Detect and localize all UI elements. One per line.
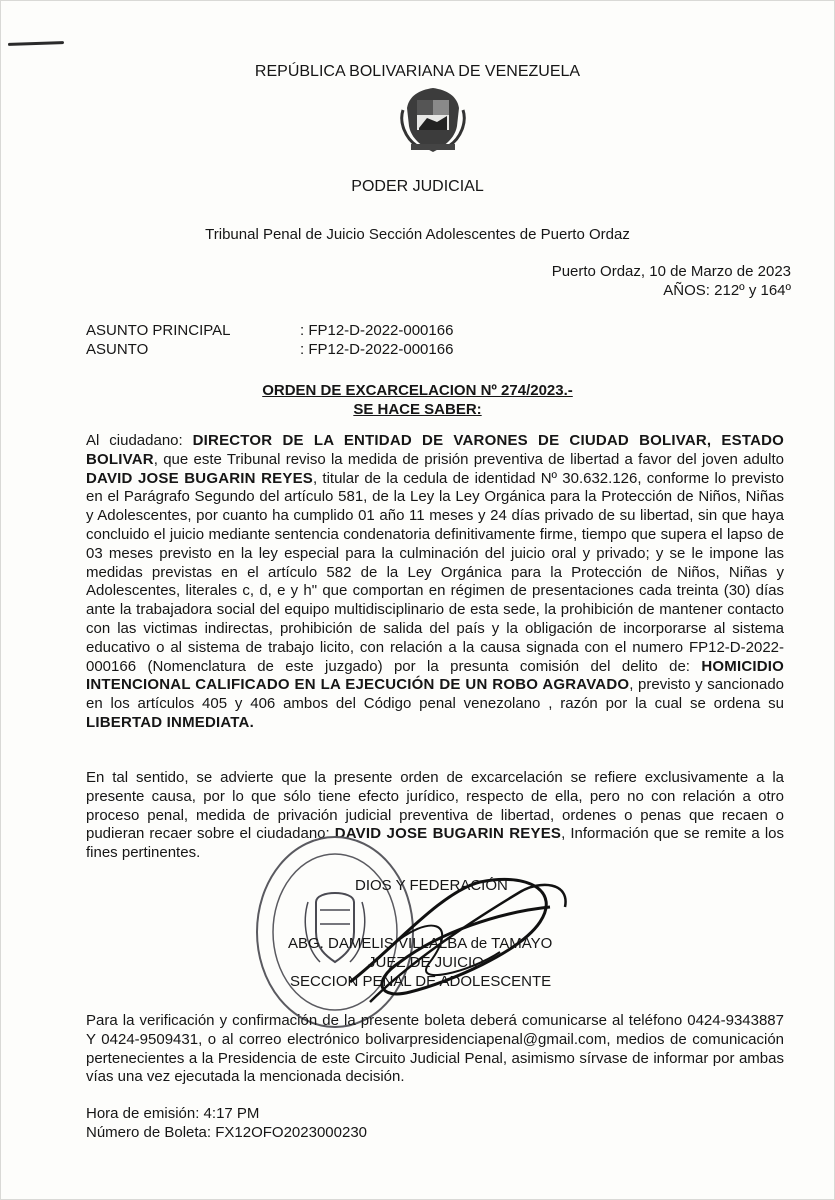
subject-row (86, 340, 453, 359)
date-line: Puerto Ordaz, 10 de Marzo de 2023 (551, 263, 791, 280)
emission-time: Hora de emisión: 4:17 PM (86, 1105, 260, 1122)
order-number: ORDEN DE EXCARCELACION Nº 274/2023.- (262, 382, 573, 399)
section-name: SECCION PENAL DE ADOLESCENTE (290, 973, 552, 990)
ticket-number: Número de Boleta: FX12OFO2023000230 (86, 1124, 368, 1141)
motto: DIOS Y FEDERACIÓN (355, 877, 508, 894)
judicial-heading: PODER JUDICIAL (351, 178, 484, 195)
republic-heading: REPÚBLICA BOLIVARIANA DE VENEZUELA (254, 63, 581, 80)
pen-mark (8, 41, 64, 46)
text-run: , que este Tribunal reviso la medida de prisión preventiva de libertad a favor del joven adulto (153, 450, 784, 468)
coat-of-arms-icon (397, 86, 469, 156)
subject-value: : FP12-D-2022-000166 (300, 322, 454, 339)
person-name: DAVID JOSE BUGARIN REYES (86, 469, 313, 487)
person-name: DAVID JOSE BUGARIN REYES (334, 825, 562, 843)
judge-role: JUEZ DE JUICIO (368, 954, 484, 971)
text-run: , Información que se remite a los fines pertinentes. (86, 825, 784, 862)
verification-note: Para la verificación y confirmación de la presente boleta deberá comunicarse al teléfono 0424-9343887 Y 0424-9509431, o al correo electrónico bolivarpresidenciapenal@gmail.com, medios de comunicación pertenecientes a la Presidencia de este Circuito Judicial Penal, asimismo sírvase de informar por ambas vías una vez ejecutada la mencionada decisión. (86, 1012, 784, 1086)
text-run: En tal sentido, se advierte que la presente orden de excarcelación se refiere exclusivamente a la presente causa, por lo que sólo tiene efecto jurídico, respecto de ella, pero no con relación a otro proceso penal, medida de privación judicial preventiva de libertad, ordenes o penas que recaen o pudieran recaer sobre el ciudadano: (86, 769, 784, 843)
judge-name: ABG. DAMELIS VILLALBA de TAMAYO (288, 935, 553, 952)
text-run: Al ciudadano: (86, 432, 193, 449)
tribunal-heading: Tribunal Penal de Juicio Sección Adolescentes de Puerto Ordaz (205, 226, 630, 243)
order-subtitle: SE HACE SABER: (353, 401, 482, 418)
body-paragraph (86, 769, 784, 863)
release-order: LIBERTAD INMEDIATA. (86, 713, 254, 731)
subject-row (86, 321, 453, 340)
crime-name: HOMICIDIO INTENCIONAL CALIFICADO EN LA EJECUCIÓN DE UN ROBO AGRAVADO (86, 657, 784, 694)
recipient-name: DIRECTOR DE LA ENTIDAD DE VARONES DE CIUDAD BOLIVAR, ESTADO BOLIVAR (86, 432, 784, 468)
subject-value: : FP12-D-2022-000166 (300, 341, 454, 358)
subject-label: ASUNTO PRINCIPAL (86, 322, 231, 339)
years-line: AÑOS: 212º y 164º (663, 282, 791, 299)
text-run: , titular de la cedula de identidad Nº 30.632.126, conforme lo previsto en el Parágrafo Segundo del artículo 581, de la Ley la Ley Orgánica para la Protección de Niños, Niñas y Adolescentes, por cuanto ha cumplido 01 año 11 meses y 24 días privado de su libertad, sin que haya concluido el juicio mediante sentencia condenatoria definitivamente firme, tiempo que supera el lapso de 03 meses previsto en la ley especial para la culminación del juicio oral y privado; y se le impone las medidas previstas en el artículo 582 de la Ley Orgánica para la Protección de Niños, Niñas y Adolescentes, literales c, d, e y h" que comportan en régimen de presentaciones cada treinta (30) días ante la trabajadora social del equipo multidisciplinario de esta sede, la prohibición de mantener contacto con las victimas indirectas, prohibición de salida del país y la obligación de incorporarse al sistema educativo o al sistema de trabajo licito, con relación a la causa signada con el numero FP12-D-2022-000166 (Nomenclatura de este juzgado) por la presunta comisión del delito de: (86, 469, 784, 675)
body-paragraph (86, 432, 784, 733)
order-title (0, 381, 835, 419)
text-run: , previsto y sancionado en los artículos 405 y 406 ambos del Código penal venezolano , razón por la cual se ordena su (86, 676, 785, 713)
subject-label: ASUNTO (86, 341, 149, 358)
date-block (552, 262, 791, 300)
